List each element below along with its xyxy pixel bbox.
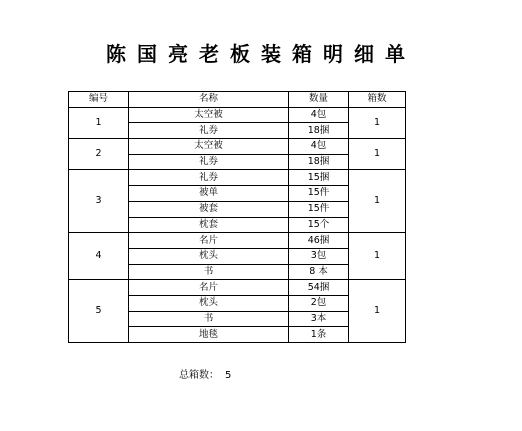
total-boxes-summary xyxy=(179,366,231,381)
item-name-cell: 枕套 xyxy=(129,217,289,233)
table-row xyxy=(69,170,406,186)
item-name-cell: 枕头 xyxy=(129,295,289,311)
total-boxes-label: 总箱数： xyxy=(179,370,219,381)
box-count-cell: 1 xyxy=(349,233,406,280)
box-number-cell: 2 xyxy=(69,139,129,170)
item-qty-cell: 1条 xyxy=(289,327,349,343)
item-name-cell: 礼券 xyxy=(129,123,289,139)
box-number-cell: 1 xyxy=(69,107,129,138)
item-name-cell: 枕头 xyxy=(129,248,289,264)
item-name-cell: 太空被 xyxy=(129,139,289,155)
item-qty-cell: 46捆 xyxy=(289,233,349,249)
item-qty-cell: 3本 xyxy=(289,311,349,327)
table-row xyxy=(69,233,406,249)
item-qty-cell: 4包 xyxy=(289,107,349,123)
item-qty-cell: 8 本 xyxy=(289,264,349,280)
packing-table xyxy=(68,91,406,343)
document-title: 陈国亮老板装箱明细单 xyxy=(106,42,416,66)
table-row xyxy=(69,139,406,155)
item-name-cell: 太空被 xyxy=(129,107,289,123)
item-qty-cell: 15件 xyxy=(289,201,349,217)
item-qty-cell: 18捆 xyxy=(289,154,349,170)
item-name-cell: 地毯 xyxy=(129,327,289,343)
table-row xyxy=(69,107,406,123)
box-count-cell: 1 xyxy=(349,107,406,138)
item-name-cell: 书 xyxy=(129,264,289,280)
table-row xyxy=(69,280,406,296)
item-name-cell: 被单 xyxy=(129,186,289,202)
item-name-cell: 名片 xyxy=(129,233,289,249)
box-count-cell: 1 xyxy=(349,139,406,170)
item-qty-cell: 2包 xyxy=(289,295,349,311)
box-count-cell: 1 xyxy=(349,280,406,343)
item-name-cell: 被套 xyxy=(129,201,289,217)
item-qty-cell: 15件 xyxy=(289,186,349,202)
column-header-name: 名称 xyxy=(129,92,289,108)
table-header-row xyxy=(69,92,406,108)
item-name-cell: 书 xyxy=(129,311,289,327)
column-header-box-count: 箱数 xyxy=(349,92,406,108)
item-qty-cell: 15捆 xyxy=(289,170,349,186)
item-qty-cell: 4包 xyxy=(289,139,349,155)
item-name-cell: 礼券 xyxy=(129,154,289,170)
total-boxes-value: 5 xyxy=(225,370,232,381)
item-qty-cell: 15个 xyxy=(289,217,349,233)
column-header-number: 编号 xyxy=(69,92,129,108)
item-name-cell: 礼券 xyxy=(129,170,289,186)
item-qty-cell: 18捆 xyxy=(289,123,349,139)
item-qty-cell: 54捆 xyxy=(289,280,349,296)
item-name-cell: 名片 xyxy=(129,280,289,296)
column-header-quantity: 数量 xyxy=(289,92,349,108)
item-qty-cell: 3包 xyxy=(289,248,349,264)
box-number-cell: 5 xyxy=(69,280,129,343)
box-number-cell: 4 xyxy=(69,233,129,280)
box-number-cell: 3 xyxy=(69,170,129,233)
box-count-cell: 1 xyxy=(349,170,406,233)
